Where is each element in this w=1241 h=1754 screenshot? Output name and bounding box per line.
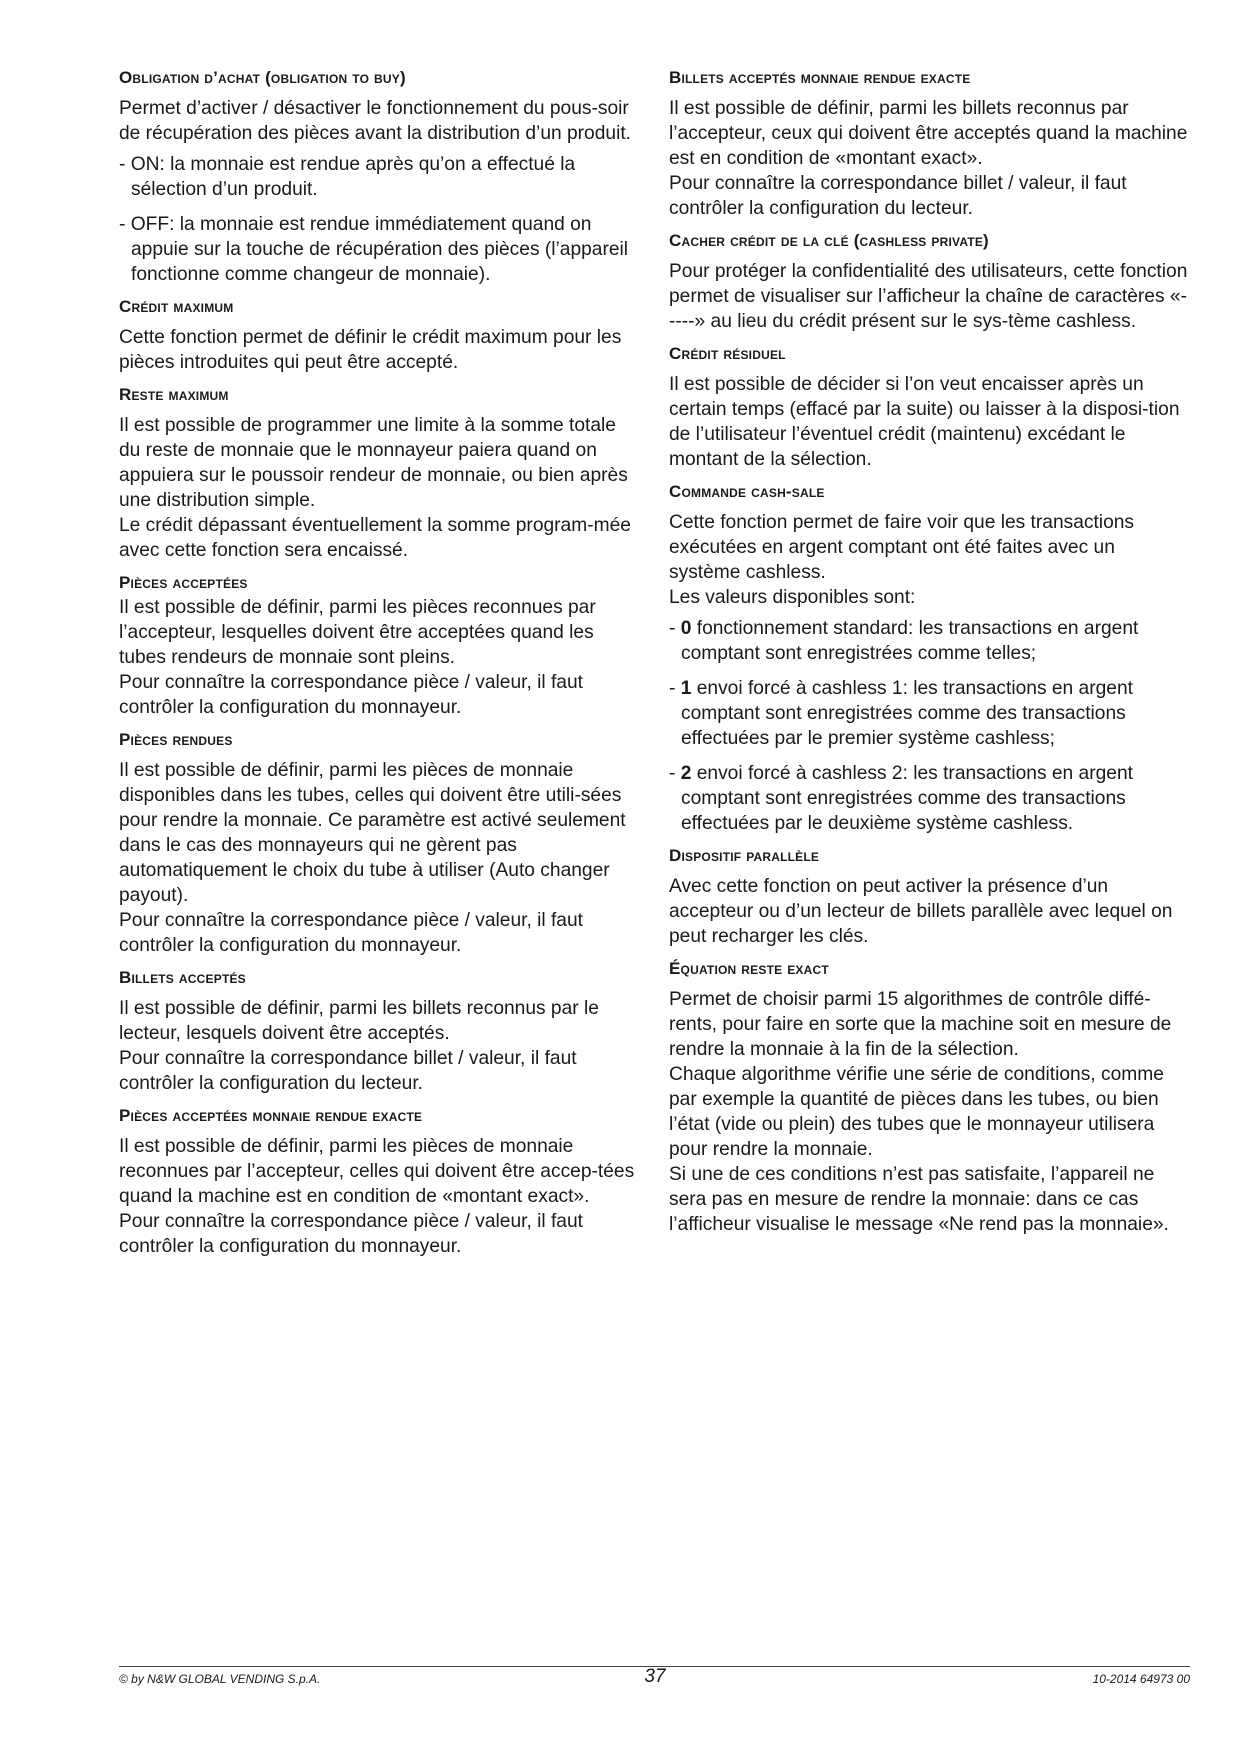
section-body: Il est possible de définir, parmi les pièces de monnaie reconnues par l’accepteur, celles qui doivent être accep-tées quand la machine est en condition de «montant exact». Pour connaître la correspondance pièce / valeur, il faut contrôler la configuration du monnayeur. — [119, 1136, 635, 1257]
section-title: Pièces rendues — [119, 730, 233, 749]
item-number: 2 — [680, 763, 692, 784]
item-number: 1 — [680, 678, 692, 699]
item-number: 0 — [680, 618, 692, 639]
section-billets-monnaie-exacte — [669, 68, 1191, 221]
section-body: Cette fonction permet de faire voir que les transactions exécutées en argent comptant ont été faites avec un système cashless. Les valeurs disponibles sont: — [669, 512, 1135, 608]
item-text: envoi forcé à cashless 2: les transactions en argent comptant sont enregistrées comme des transactions effectuées par le deuxième système cashless. — [681, 763, 1133, 834]
section-dispositif-parallele — [669, 846, 1191, 949]
section-title: Crédit maximum — [119, 297, 234, 316]
left-column — [119, 68, 641, 1269]
section-pieces-acceptees — [119, 573, 641, 720]
list-item-1: - 1 envoi forcé à cashless 1: les transactions en argent comptant sont enregistrées comme des transactions effectuées par le premier système cashless; — [669, 678, 1133, 749]
section-billets-acceptes — [119, 968, 641, 1096]
section-body: Permet d’activer / désactiver le fonctionnement du pous-soir de récupération des pièces avant la distribution d’un produit. — [119, 98, 631, 144]
section-title: Obligation d’achat (obligation to buy) — [119, 68, 406, 87]
section-title: Dispositif parallèle — [669, 846, 820, 865]
right-column — [669, 68, 1191, 1247]
section-credit-maximum — [119, 297, 641, 375]
section-body: Permet de choisir parmi 15 algorithmes de contrôle diffé-rents, pour faire en sorte que la machine soit en mesure de rendre la monnaie à la fin de la sélection. Chaque algorithme vérifie une série de conditions, comme par exemple la quantité de pièces dans les tubes, ou bien l’état (vide ou plein) des tubes que le monnayeur utilisera pour rendre la monnaie. Si une de ces conditions n’est pas satisfaite, l’appareil ne sera pas en mesure de rendre la monnaie: dans ce cas l’afficheur visualise le message «Ne rend pas la monnaie». — [669, 989, 1172, 1235]
section-cacher-credit — [669, 231, 1191, 334]
section-reste-maximum — [119, 385, 641, 563]
footer-doc-code: 10-2014 64973 00 — [1092, 1672, 1190, 1686]
section-body: Il est possible de définir, parmi les pièces de monnaie disponibles dans les tubes, celles qui doivent être utili-sées pour rendre la monnaie. Ce paramètre est activé seulement dans le cas des monnayeurs qui ne gèrent pas automatiquement le choix du tube à utiliser (Auto changer payout). Pour connaître la correspondance pièce / valeur, il faut contrôler la configuration du monnayeur. — [119, 760, 626, 956]
section-body: Il est possible de définir, parmi les pièces reconnues par l’accepteur, lesquelles doivent être acceptées quand les tubes rendeurs de monnaie sont pleins. Pour connaître la correspondance pièce / valeur, il faut contrôler la configuration du monnayeur. — [119, 597, 596, 718]
item-text: fonctionnement standard: les transactions en argent comptant sont enregistrées comme telles; — [681, 618, 1139, 664]
section-body: Cette fonction permet de définir le crédit maximum pour les pièces introduites qui peut être accepté. — [119, 327, 622, 373]
list-item-2: - 2 envoi forcé à cashless 2: les transactions en argent comptant sont enregistrées comme des transactions effectuées par le deuxième système cashless. — [669, 763, 1133, 834]
section-title: Billets acceptés — [119, 968, 246, 987]
page-number: 37 — [644, 1666, 666, 1687]
section-title: Équation reste exact — [669, 959, 829, 978]
section-body: Il est possible de définir, parmi les billets reconnus par le lecteur, lesquels doivent être acceptés. Pour connaître la correspondance billet / valeur, il faut contrôler la configuration du lecteur. — [119, 998, 599, 1094]
section-body: Avec cette fonction on peut activer la présence d’un accepteur ou d’un lecteur de billets parallèle avec lequel on peut recharger les clés. — [669, 876, 1173, 947]
section-title: Billets acceptés monnaie rendue exacte — [669, 68, 971, 87]
section-body: Pour protéger la confidentialité des utilisateurs, cette fonction permet de visualiser sur l’afficheur la chaîne de caractères «-----» au lieu du crédit présent sur le sys-tème cashless. — [669, 261, 1188, 332]
section-body: Il est possible de définir, parmi les billets reconnus par l’accepteur, ceux qui doivent être acceptés quand la machine est en condition de «montant exact». Pour connaître la correspondance billet / valeur, il faut contrôler la configuration du lecteur. — [669, 98, 1188, 219]
section-pieces-rendues — [119, 730, 641, 958]
section-title: Cacher crédit de la clé (cashless private) — [669, 231, 989, 250]
list-item-0: - 0 fonctionnement standard: les transactions en argent comptant sont enregistrées comme telles; — [669, 618, 1139, 664]
section-body: Il est possible de décider si l’on veut encaisser après un certain temps (effacé par la suite) ou laisser à la disposi-tion de l’utilisateur l’éventuel crédit (maintenu) excédant le montant de la sélection. — [669, 374, 1180, 470]
item-text: envoi forcé à cashless 1: les transactions en argent comptant sont enregistrées comme des transactions effectuées par le premier système cashless; — [681, 678, 1133, 749]
section-pieces-monnaie-exacte — [119, 1106, 641, 1259]
section-equation-reste-exact — [669, 959, 1191, 1237]
section-obligation-achat — [119, 68, 641, 287]
section-title: Commande cash-sale — [669, 482, 825, 501]
section-credit-residuel — [669, 344, 1191, 472]
section-title: Pièces acceptées monnaie rendue exacte — [119, 1106, 423, 1125]
section-title: Crédit résiduel — [669, 344, 786, 363]
section-commande-cash-sale — [669, 482, 1191, 836]
section-title: Pièces acceptées — [119, 573, 248, 592]
section-title: Reste maximum — [119, 385, 229, 404]
section-body: Il est possible de programmer une limite à la somme totale du reste de monnaie que le monnayeur paiera quand on appuiera sur le poussoir rendeur de monnaie, ou bien après une distribution simple. Le crédit dépassant éventuellement la somme program-mée avec cette fonction sera encaissé. — [119, 415, 631, 561]
list-item-off: - OFF: la monnaie est rendue immédiatement quand on appuie sur la touche de récupération des pièces (l’appareil fonctionne comme changeur de monnaie). — [119, 214, 629, 285]
list-item-on: - ON: la monnaie est rendue après qu’on a effectué la sélection d’un produit. — [119, 154, 576, 200]
footer-copyright: © by N&W GLOBAL VENDING S.p.A. — [119, 1672, 321, 1686]
